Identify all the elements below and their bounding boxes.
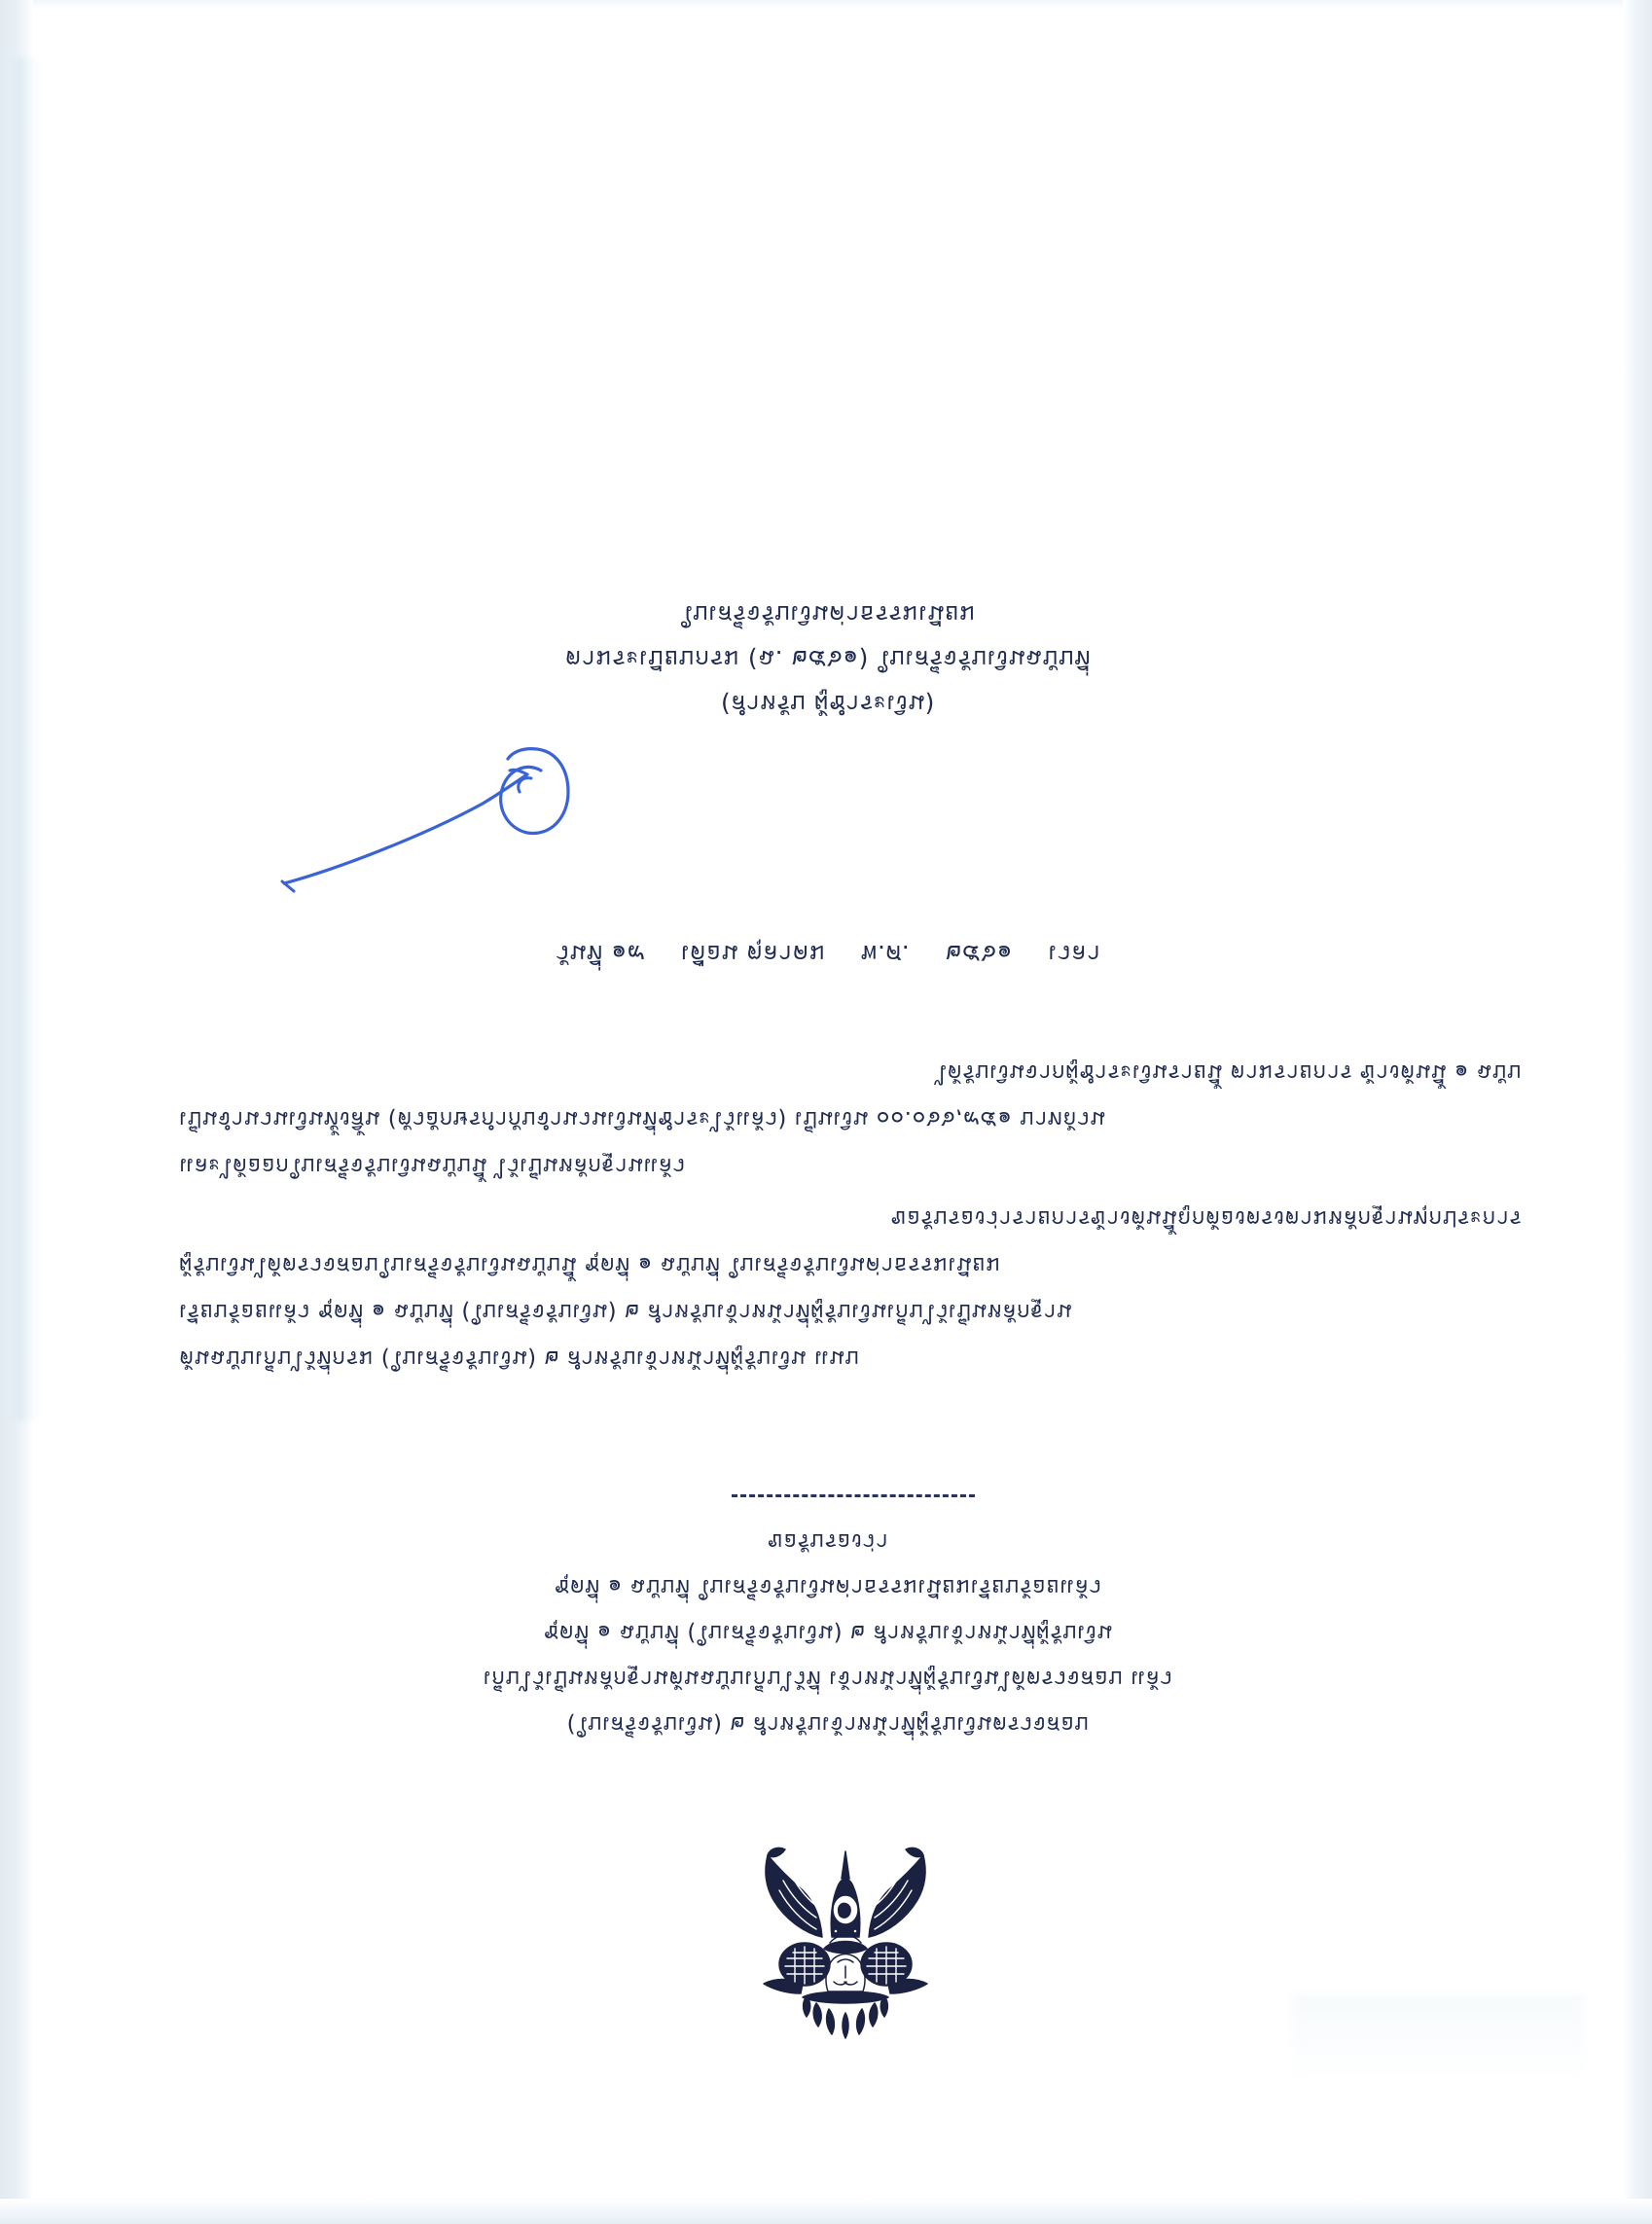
paper-sheet: [33, 8, 1623, 2199]
date-segment-4: เวลา: [1048, 940, 1101, 968]
scanner-bed-bottom: [0, 2199, 1652, 2224]
garuda-emblem: [748, 1842, 943, 2046]
footer-line-2: ชุดที่ ๑ ฉบับที่ (ใบเสร็จรับเงิน) ๒ สำหรับเจ้าหน้าที่ผู้รับเงิน: [543, 1620, 1113, 1645]
body-p2-line-4: ต้นฉบับเก็บไว้ที่กรม (ใบเสร็จรับเงิน) ๒ สำหรับเจ้าหน้าที่ผู้รับเงิน แนบ: [179, 1345, 860, 1371]
body-p2-line-2: ผู้รับเงินได้ตรวจสอบใบเสร็จรับเงินฉบับนี้ ชุดที่ ๑ ฉบับที่ ใบเสร็จรับเงินค่าธรรมเนียม: [179, 1252, 1001, 1277]
header-title-line-2: ตามระเบียบกรม (ฉ. ๒๕๖๑) ใบเสร็จรับเงินฉบับที่: [564, 645, 1092, 673]
document-footer: [33, 1518, 1623, 1746]
date-line: [33, 934, 1623, 973]
footer-line-4: (ใบเสร็จรับเงิน) ๒ สำหรับเจ้าหน้าที่ผู้รับเงินตรวจสอบ: [566, 1711, 1090, 1737]
handwritten-signature: [276, 735, 685, 901]
scanner-bed-right: [1623, 0, 1652, 2224]
footer-line-1: ชุดที่ ๑ ฉบับที่ ใบเสร็จรับเงินค่าธรรมเนียมเรียบร้อยแล้ว: [554, 1574, 1102, 1599]
date-segment-2: พ.ศ.: [861, 940, 911, 968]
body-p1-line-2: เป็นจำนวนเงินทั้งสิ้น (ตัวอักษรกำกับจำนวนเงินที่ชำระไว้แล้ว) เป็นเงิน ๐๐.๐๖๖,๙๕๑ บาทถ้วน: [179, 1106, 1106, 1131]
body-p2-line-3: เรียบร้อยแล้ว ชุดที่ ๑ ฉบับที่ (ใบเสร็จรับเงิน) ๒ สำหรับเจ้าหน้าที่ผู้รับเงินเก็บไว้เป็นหลักฐาน: [179, 1299, 1072, 1324]
footer-title: ขอรับรองว่า: [767, 1528, 889, 1554]
header-title-line-1: ใบเสร็จรับเงินค่าธรรมเนียม: [680, 600, 976, 628]
document-header: [33, 592, 1623, 726]
body-p1-line-1: ได้รับเงินจากผู้ชำระเงินรายนี้ ตามรายการ ข้างต้นนี้ ๑ ฉบับ: [935, 1059, 1522, 1085]
document-body: [179, 1049, 1522, 1387]
scanner-bed-top: [0, 0, 1652, 10]
header-subtitle-parenthetical: (สำหรับ ผู้ชำระเงิน): [721, 690, 935, 718]
body-paragraph-2: [179, 1195, 1522, 1381]
date-segment-0: วันที่ ๑๙: [555, 940, 646, 968]
body-p2-line-1: ขอรับรองว่ารายการข้างต้นนี้ถูกต้องตรงตามหลักฐานทุกประการ: [890, 1205, 1522, 1231]
date-segment-1: เดือน ตุลาคม: [680, 940, 826, 968]
body-paragraph-1: [179, 1049, 1522, 1189]
footer-line-3: เก็บไว้เป็นหลักฐานต้นฉบับเก็บไว้ที่ เจ้าหน้าที่ผู้รับเงินได้ตรวจสอบ แล้ว: [483, 1666, 1173, 1691]
date-segment-3: ๒๕๖๑: [945, 940, 1013, 968]
scan-noise-band: [1292, 1994, 1584, 2082]
dashed-separator: [732, 1494, 975, 1497]
sheet-edge-shadow: [16, 58, 41, 1420]
body-p1-line-3: และได้ออกใบเสร็จรับเงินฉบับนี้ ไว้เป็นหลักฐานแล้ว: [179, 1153, 686, 1178]
